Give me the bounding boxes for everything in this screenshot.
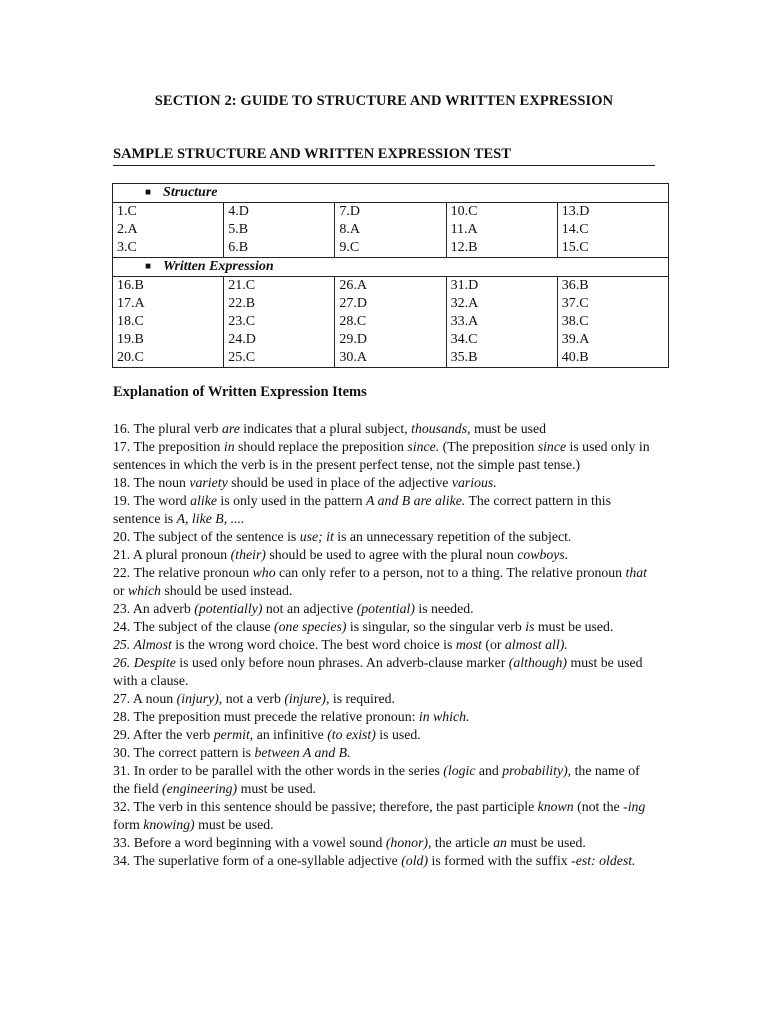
answer-item: 27.D xyxy=(339,296,367,311)
structure-answers-row xyxy=(113,203,669,258)
answer-item: 13.D xyxy=(561,204,590,219)
explanation-item: 30. The correct pattern is between A and B. xyxy=(113,745,351,760)
explanation-item: 18. The noun variety should be used in place of the adjective various. xyxy=(113,475,497,490)
answer-item: 16.B xyxy=(117,278,144,293)
answer-item: 31.D xyxy=(450,278,479,293)
answer-column xyxy=(113,277,224,368)
explanation-item: 20. The subject of the sentence is use; it is an unnecessary repetition of the subject. xyxy=(113,529,572,544)
answer-item: 35.B xyxy=(450,350,478,365)
test-title: SAMPLE STRUCTURE AND WRITTEN EXPRESSION TEST xyxy=(113,146,655,166)
answer-item: 11.A xyxy=(450,222,478,237)
explanation-item: 25. Almost is the wrong word choice. The best word choice is most (or almost all). xyxy=(113,637,568,652)
answer-item: 40.B xyxy=(561,350,589,365)
explanation-heading: Explanation of Written Expression Items xyxy=(113,384,367,400)
answer-column xyxy=(224,277,335,368)
explanation-item: 27. A noun (injury), not a verb (injure), is required. xyxy=(113,691,395,706)
structure-label: Structure xyxy=(163,185,218,200)
explanation-item: 16. The plural verb are indicates that a plural subject, thousands, must be used xyxy=(113,421,547,436)
answer-item: 28.C xyxy=(339,314,367,329)
explanation-item: 17. The preposition in should replace the preposition since. (The preposition since is used only in sentences in which the verb is in the present perfect tense, not the simple past tense.) xyxy=(113,439,650,472)
explanation-item: 24. The subject of the clause (one species) is singular, so the singular verb is must be used. xyxy=(113,619,614,634)
answer-item: 37.C xyxy=(561,296,589,311)
answer-item: 26.A xyxy=(339,278,367,293)
answer-column xyxy=(113,203,224,258)
answer-item: 19.B xyxy=(117,332,144,347)
answer-item: 9.C xyxy=(339,240,360,255)
section-title: SECTION 2: GUIDE TO STRUCTURE AND WRITTEN EXPRESSION xyxy=(154,93,614,109)
answer-item: 3.C xyxy=(117,240,137,255)
answer-item: 6.B xyxy=(228,240,249,255)
answer-column xyxy=(446,277,557,368)
written-header-row xyxy=(113,258,669,277)
answer-item: 2.A xyxy=(117,222,138,237)
written-expression-label: Written Expression xyxy=(163,259,274,274)
answer-column xyxy=(557,203,668,258)
answer-item: 8.A xyxy=(339,222,360,237)
answer-item: 14.C xyxy=(561,222,589,237)
answer-item: 12.B xyxy=(450,240,478,255)
answer-item: 36.B xyxy=(561,278,589,293)
explanation-item: 34. The superlative form of a one-syllable adjective (old) is formed with the suffix -est: oldest. xyxy=(113,853,636,868)
answer-item: 39.A xyxy=(561,332,590,347)
answer-column xyxy=(557,277,668,368)
answer-item: 34.C xyxy=(450,332,478,347)
written-expression-header xyxy=(113,258,669,277)
answer-item: 38.C xyxy=(561,314,589,329)
structure-header xyxy=(113,184,669,203)
explanation-item: 19. The word alike is only used in the pattern A and B are alike. The correct pattern in this sentence is A, like B, .... xyxy=(113,493,611,526)
explanation-list xyxy=(113,420,653,870)
answer-item: 25.C xyxy=(228,350,256,365)
structure-header-row xyxy=(113,184,669,203)
answer-item: 15.C xyxy=(561,240,589,255)
answer-item: 17.A xyxy=(117,296,145,311)
answer-column xyxy=(224,203,335,258)
explanation-item: 33. Before a word beginning with a vowel sound (honor), the article an must be used. xyxy=(113,835,586,850)
answer-item: 24.D xyxy=(228,332,256,347)
answer-item: 29.D xyxy=(339,332,367,347)
answer-column xyxy=(335,277,446,368)
bullet-icon: ■ xyxy=(145,187,152,198)
answer-column xyxy=(446,203,557,258)
answer-item: 32.A xyxy=(450,296,479,311)
explanation-item: 32. The verb in this sentence should be passive; therefore, the past participle known (not the -ing form knowing) must be used. xyxy=(113,799,646,832)
bullet-icon: ■ xyxy=(145,261,152,272)
written-answers-row xyxy=(113,277,669,368)
explanation-item: 28. The preposition must precede the relative pronoun: in which. xyxy=(113,709,470,724)
answer-item: 30.A xyxy=(339,350,367,365)
answer-item: 7.D xyxy=(339,204,360,219)
answer-item: 20.C xyxy=(117,350,144,365)
explanation-item: 26. Despite is used only before noun phrases. An adverb-clause marker (although) must be used with a clause. xyxy=(113,655,643,688)
answer-item: 4.D xyxy=(228,204,249,219)
answer-key-table xyxy=(112,183,669,368)
answer-item: 1.C xyxy=(117,204,137,219)
answer-item: 10.C xyxy=(450,204,478,219)
explanation-item: 23. An adverb (potentially) not an adjective (potential) is needed. xyxy=(113,601,474,616)
answer-item: 22.B xyxy=(228,296,256,311)
explanation-item: 21. A plural pronoun (their) should be used to agree with the plural noun cowboys. xyxy=(113,547,569,562)
answer-column xyxy=(335,203,446,258)
answer-item: 5.B xyxy=(228,222,249,237)
answer-item: 33.A xyxy=(450,314,479,329)
answer-item: 18.C xyxy=(117,314,144,329)
answer-item: 23.C xyxy=(228,314,256,329)
explanation-item: 22. The relative pronoun who can only refer to a person, not to a thing. The relative pronoun that or which should be used instead. xyxy=(113,565,647,598)
explanation-item: 29. After the verb permit, an infinitive (to exist) is used. xyxy=(113,727,421,742)
explanation-item: 31. In order to be parallel with the other words in the series (logic and probability), the name of the field (engineering) must be used. xyxy=(113,763,640,796)
answer-item: 21.C xyxy=(228,278,256,293)
